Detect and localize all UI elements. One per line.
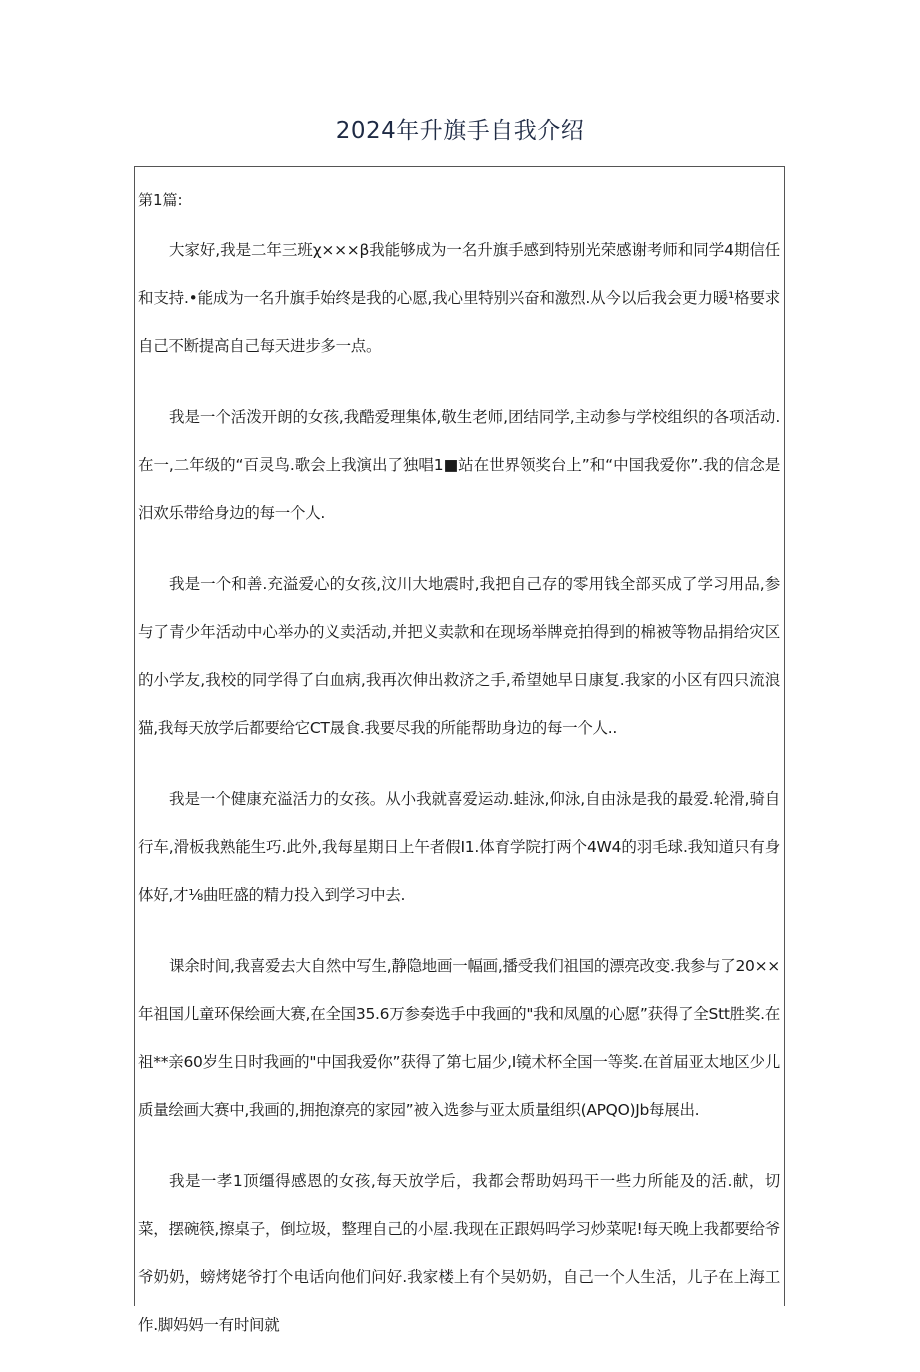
paragraph-1: 大家好,我是二年三班χ×××β我能够成为一名升旗手感到特别光荣感谢考师和同学4期信任和支持.•能成为一名升旗手始终是我的心愿,我心里特别兴奋和激烈.从今以后我会更力暖¹格要求自己不断提高自己每天进步多一点。 — [138, 241, 780, 355]
document-body — [138, 226, 780, 1372]
section-label: 第1篇: — [138, 191, 183, 209]
paragraph-4: 我是一个健康充溢活力的女孩。从小我就喜爱运动.蛙泳,仰泳,自由泳是我的最爱.轮滑,骑自行车,滑板我熟能生巧.此外,我每星期日上午者假I1.体育学院打两个4W4的羽毛球.我知道只有身体好,才⅛曲旺盛的精力投入到学习中去. — [138, 790, 780, 904]
paragraph-6: 我是一孝1顶缰得感恩的女孩,每天放学后，我都会帮助妈玛干一些力所能及的活.献，切菜，摆碗筷,擦桌子，倒垃圾，整理自己的小屋.我现在正跟妈吗学习炒菜呢!每天晚上我都要给爷爷奶奶，螃烤姥爷打个电话向他们问好.我家楼上有个吴奶奶，自己一个人生活，儿子在上海工作.脚妈妈一有时间就 — [138, 1172, 780, 1334]
paragraph-3: 我是一个和善.充溢爱心的女孩,汶川大地震时,我把自己存的零用钱全部买成了学习用品,参与了青少年活动中心举办的义卖活动,并把义卖款和在现场举牌竞拍得到的棉被等物品捐给灾区的小学友,我校的同学得了白血病,我再次伸出救济之手,希望她早日康复.我家的小区有四只流浪猫,我每天放学后都要给它CT晟食.我要尽我的所能帮助身边的每一个人.. — [138, 575, 780, 737]
paragraph-5: 课余时间,我喜爱去大自然中写生,静隐地画一幅画,播受我们祖国的漂亮改变.我参与了20×× 年祖国儿童环保绘画大赛,在全国35.6万参奏选手中我画的"我和凤凰的心愿”获得了全Stt胜奖.在祖**亲60岁生日时我画的"中国我爱你”获得了第七届少,I镜术杯全国一等奖.在首届亚太地区少儿质量绘画大赛中,我画的,拥抱潦亮的家园”被入选参与亚太质量组织(APQO)Jb每展出. — [138, 957, 780, 1119]
paragraph-2: 我是一个活泼开朗的女孩,我酷爱理集体,敬生老师,团结同学,主动参与学校组织的各项活动.在一,二年级的“百灵鸟.歌会上我演出了独唱1■站在世界领奖台上”和“中国我爱你”.我的信念是汨欢乐带给身边的每一个人. — [138, 408, 780, 522]
page-title: 2024年升旗手自我介绍 — [335, 118, 585, 144]
